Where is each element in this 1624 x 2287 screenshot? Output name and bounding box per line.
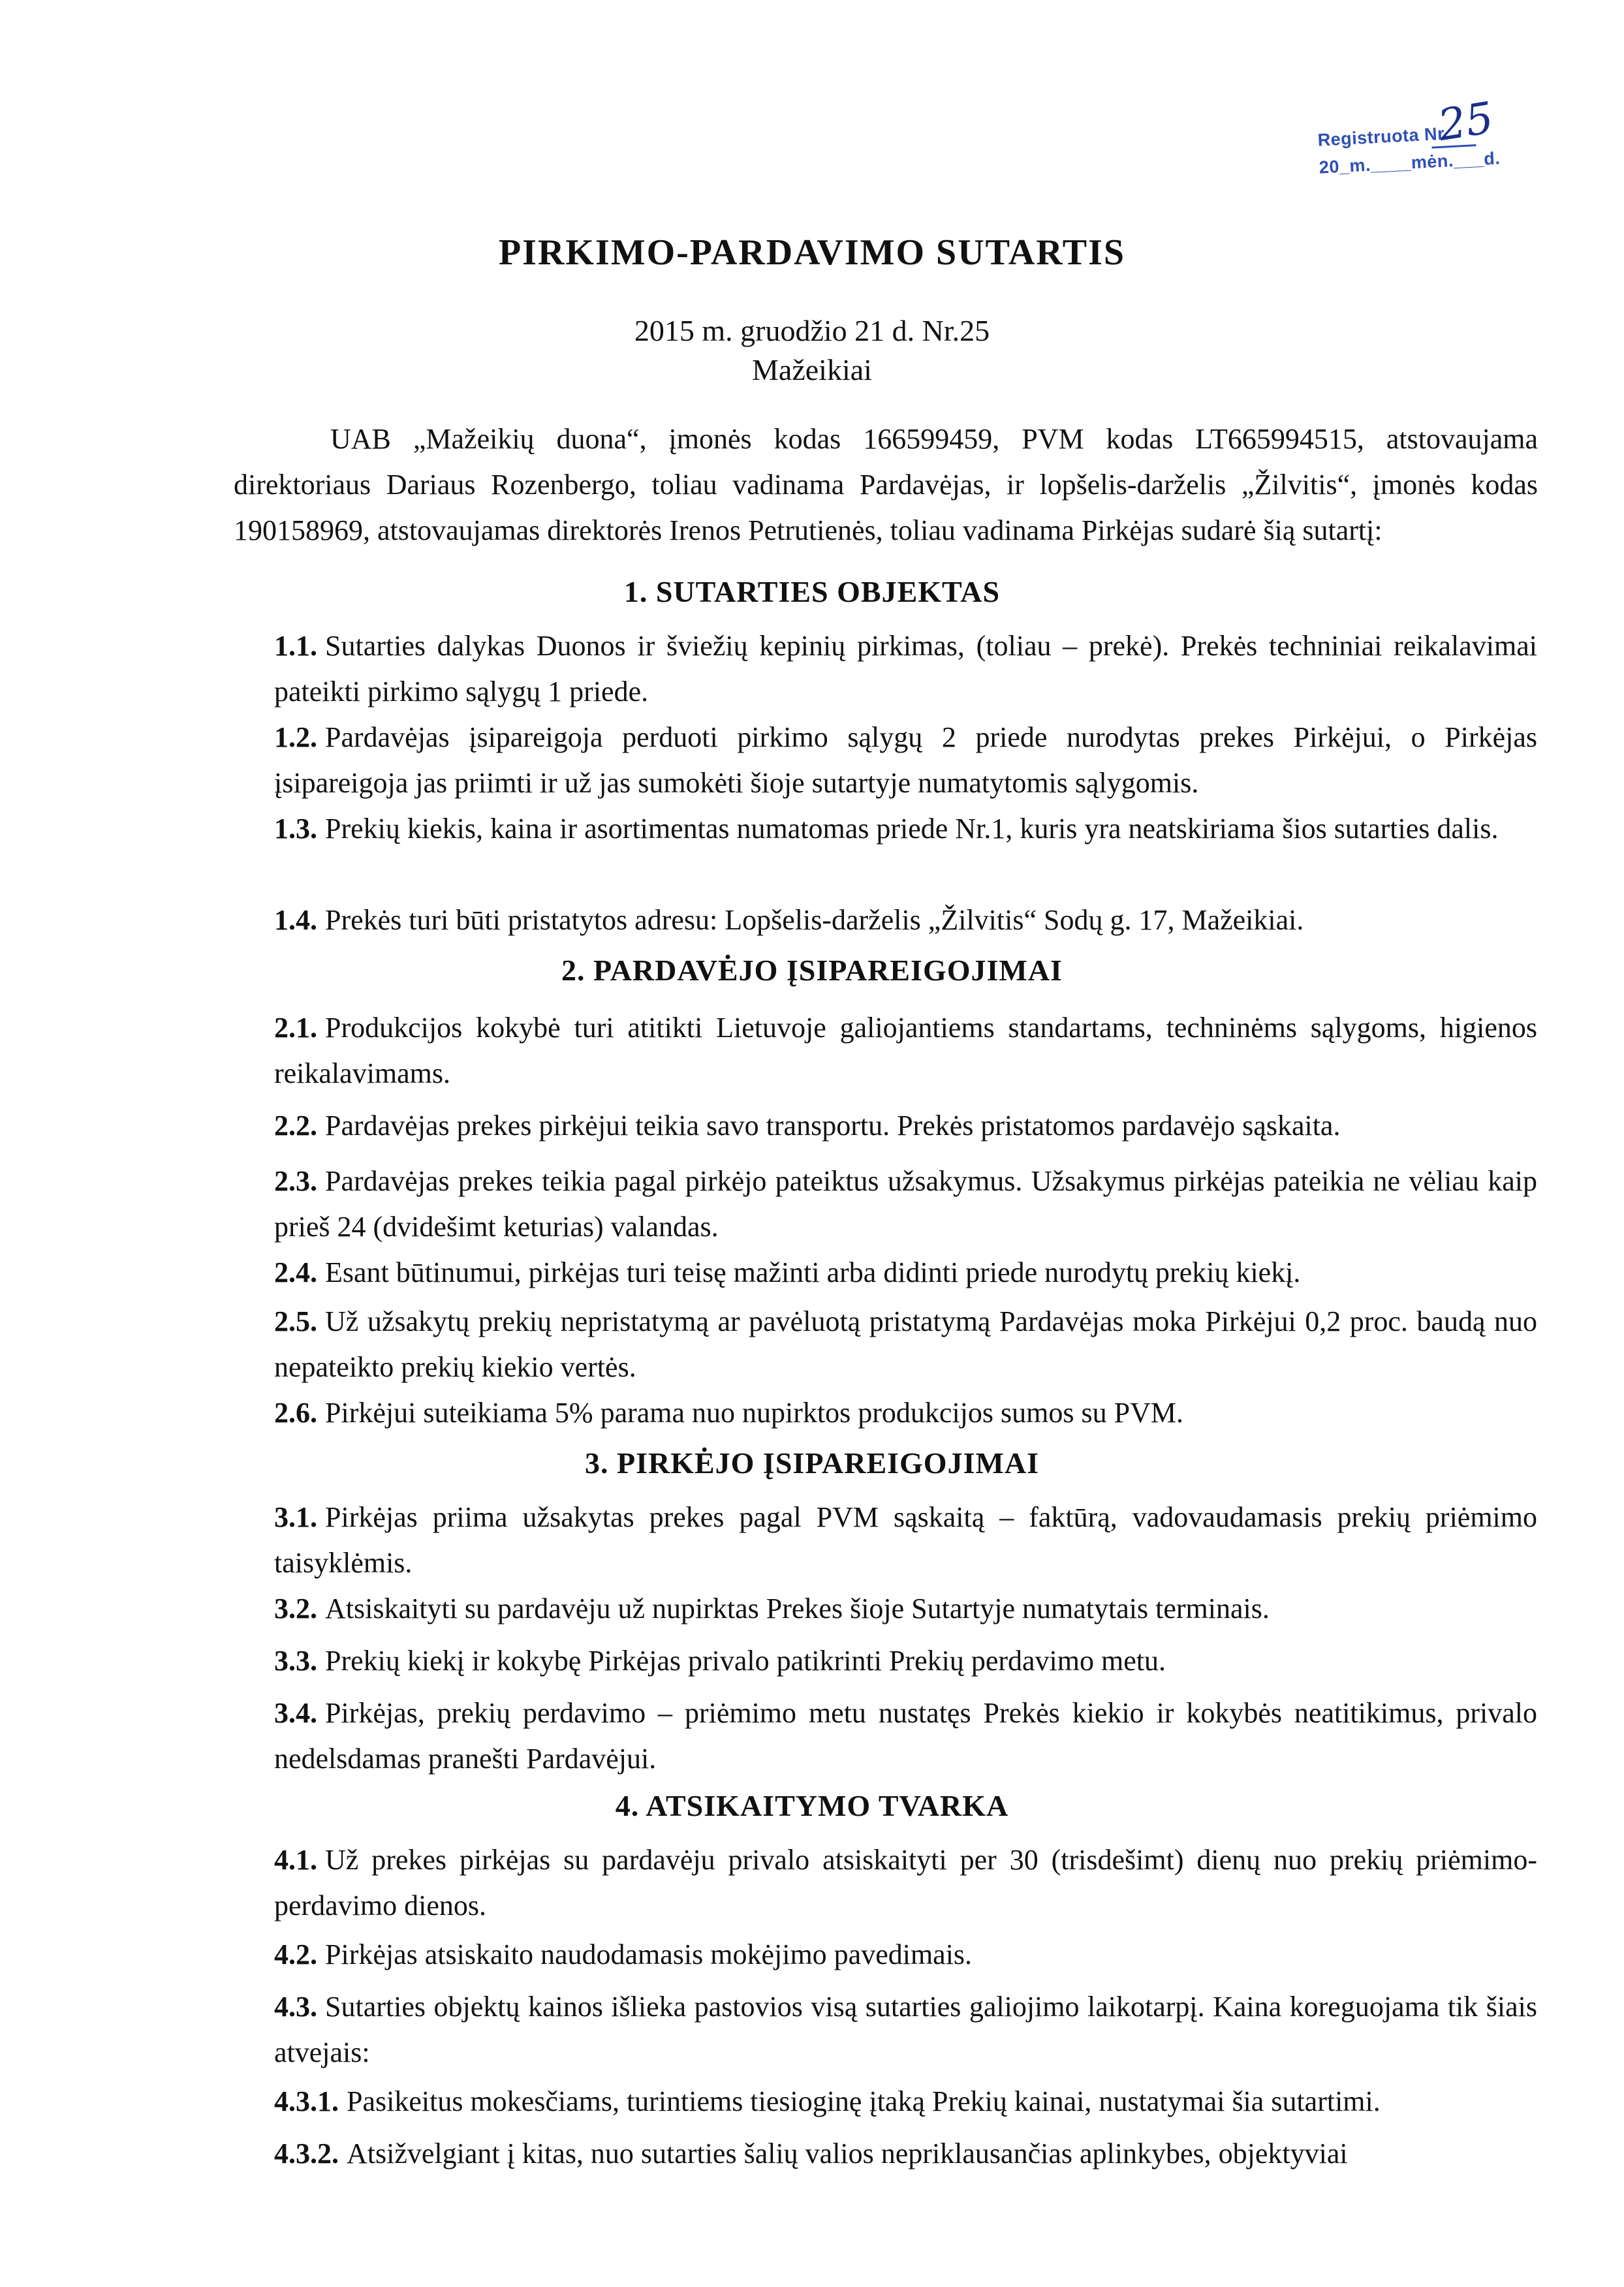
clause xyxy=(274,2079,1537,2124)
clause xyxy=(274,1984,1537,2076)
clause-text: Prekių kiekis, kaina ir asortimentas numatomas priede Nr.1, kuris yra neatskiriama šios sutarties dalis. xyxy=(325,813,1499,845)
clause-text: Pirkėjas atsiskaito naudodamasis mokėjimo pavedimais. xyxy=(325,1938,973,1970)
clause-number: 2.3. xyxy=(274,1165,317,1197)
clause-text: Sutarties dalykas Duonos ir šviežių kepinių pirkimas, (toliau – prekė). Prekės techniniai reikalavimai pateikti pirkimo sąlygų 1 priede. xyxy=(274,630,1537,708)
document-place: Mažeikiai xyxy=(752,353,872,386)
clause-number: 3.3. xyxy=(274,1645,317,1677)
clause xyxy=(274,623,1537,715)
clause-text: Produkcijos kokybė turi atitikti Lietuvoje galiojantiems standartams, techninėms sąlygoms, higienos reikalavimams. xyxy=(274,1012,1537,1089)
clause-text: Pirkėjas, prekių perdavimo – priėmimo metu nustatęs Prekės kiekio ir kokybės neatitikimus, privalo nedelsdamas pranešti Pardavėjui. xyxy=(274,1697,1537,1775)
clause xyxy=(274,1103,1537,1149)
clause-text: Pirkėjui suteikiama 5% parama nuo nupirktos produkcijos sumos su PVM. xyxy=(325,1397,1183,1429)
clause-number: 1.2. xyxy=(274,721,317,753)
clause-text: Pasikeitus mokesčiams, turintiems tiesioginę įtaką Prekių kainai, nustatymai šia sutartimi. xyxy=(347,2085,1381,2117)
clause xyxy=(274,1005,1537,1097)
section-heading: 4. ATSIKAITYMO TVARKA xyxy=(615,1789,1009,1822)
clause-number: 4.2. xyxy=(274,1938,317,1970)
clause-text: Pardavėjas prekes teikia pagal pirkėjo pateiktus užsakymus. Užsakymus pirkėjas pateikia ne vėliau kaip prieš 24 (dvidešimt keturias) valandas. xyxy=(274,1165,1537,1243)
clause-text: Esant būtinumui, pirkėjas turi teisę mažinti arba didinti priede nurodytų prekių kiekį. xyxy=(325,1256,1301,1288)
clause xyxy=(274,1638,1537,1684)
clause-number: 1.3. xyxy=(274,813,317,845)
section-heading: 3. PIRKĖJO ĮSIPAREIGOJIMAI xyxy=(584,1446,1040,1480)
clause xyxy=(274,1250,1537,1296)
stamp-handwritten-number: 25 xyxy=(1435,92,1497,151)
clause-number: 4.3. xyxy=(274,1991,317,2023)
section-heading: 1. SUTARTIES OBJEKTAS xyxy=(623,575,1001,608)
clause-number: 4.3.1. xyxy=(274,2085,339,2117)
clause-text: Atsiskaityti su pardavėju už nupirktas Prekes šioje Sutartyje numatytais terminais. xyxy=(325,1593,1270,1625)
intro-paragraph: UAB „Mažeikių duona“, įmonės kodas 166599459, PVM kodas LT665994515, atstovaujama direktoriaus Dariaus Rozenbergo, toliau vadinama Pardavėjas, ir lopšelis-darželis „Žilvitis“, įmonės kodas 190158969, atstovaujamas direktorės Irenos Petrutienės, toliau vadinama Pirkėjas sudarė šią sutartį: xyxy=(234,423,1538,546)
clause-number: 3.4. xyxy=(274,1697,317,1729)
clause-text: Prekės turi būti pristatytos adresu: Lopšelis-darželis „Žilvitis“ Sodų g. 17, Mažeikiai. xyxy=(325,904,1304,936)
clause-text: Prekių kiekį ir kokybę Pirkėjas privalo patikrinti Prekių perdavimo metu. xyxy=(325,1645,1166,1677)
clause-number: 3.2. xyxy=(274,1593,317,1625)
clause xyxy=(274,1495,1537,1586)
stamp-date-line: 20_m.____mėn.___d. xyxy=(1319,148,1501,178)
clause-text: Pardavėjas įsipareigoja perduoti pirkimo sąlygų 2 priede nurodytas prekes Pirkėjui, o Pirkėjas įsipareigoja jas priimti ir už jas sumokėti šioje sutartyje numatytomis sąlygomis. xyxy=(274,721,1537,799)
registration-stamp xyxy=(1300,91,1578,190)
clause xyxy=(274,1299,1537,1390)
clause xyxy=(274,2131,1537,2177)
stamp-registration-label: Registruota Nr. xyxy=(1317,123,1450,150)
clause-number: 2.1. xyxy=(274,1012,317,1044)
clause-number: 4.3.2. xyxy=(274,2138,339,2170)
clause xyxy=(274,1690,1537,1782)
clause xyxy=(274,1586,1537,1632)
clause-number: 2.2. xyxy=(274,1110,317,1142)
document-date: 2015 m. gruodžio 21 d. Nr.25 xyxy=(634,314,990,347)
clause xyxy=(274,1390,1537,1436)
clause xyxy=(274,1159,1537,1250)
clause xyxy=(274,715,1537,806)
document-title: PIRKIMO-PARDAVIMO SUTARTIS xyxy=(498,232,1126,273)
clause-text: Už prekes pirkėjas su pardavėju privalo atsiskaityti per 30 (trisdešimt) dienų nuo prekių priėmimo-perdavimo dienos. xyxy=(274,1844,1537,1921)
clause-text: Už užsakytų prekių nepristatymą ar pavėluotą pristatymą Pardavėjas moka Pirkėjui 0,2 proc. baudą nuo nepateikto prekių kiekio vertės. xyxy=(274,1305,1537,1383)
clause-number: 1.4. xyxy=(274,904,317,936)
clause xyxy=(274,806,1537,852)
clause-text: Sutarties objektų kainos išlieka pastovios visą sutarties galiojimo laikotarpį. Kaina koreguojama tik šiais atvejais: xyxy=(274,1991,1537,2068)
clause-text: Pirkėjas priima užsakytas prekes pagal PVM sąskaitą – faktūrą, vadovaudamasis prekių priėmimo taisyklėmis. xyxy=(274,1501,1537,1579)
clause-number: 1.1. xyxy=(274,630,317,662)
section-heading: 2. PARDAVĖJO ĮSIPAREIGOJIMAI xyxy=(561,954,1063,987)
clause xyxy=(274,897,1537,943)
clause-number: 3.1. xyxy=(274,1501,317,1533)
clause-text: Pardavėjas prekes pirkėjui teikia savo transportu. Prekės pristatomos pardavėjo sąskaita. xyxy=(325,1110,1341,1142)
clause-number: 2.4. xyxy=(274,1256,317,1288)
clause xyxy=(274,1932,1537,1978)
clause xyxy=(274,1837,1537,1929)
clause-number: 4.1. xyxy=(274,1844,317,1876)
clause-number: 2.5. xyxy=(274,1305,317,1337)
clause-text: Atsižvelgiant į kitas, nuo sutarties šalių valios nepriklausančias aplinkybes, objektyviai xyxy=(347,2138,1348,2170)
clause-number: 2.6. xyxy=(274,1397,317,1429)
